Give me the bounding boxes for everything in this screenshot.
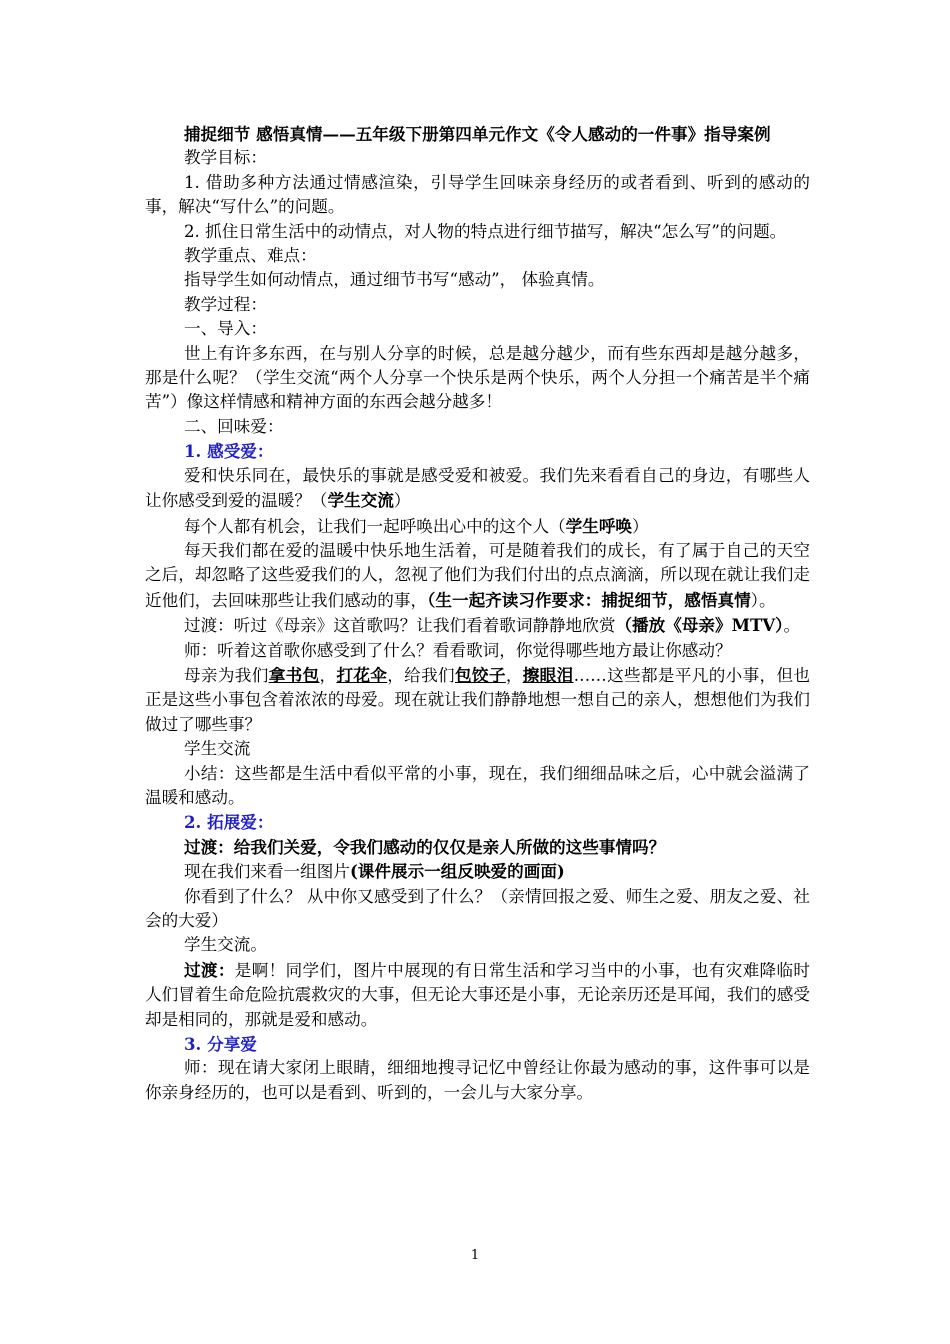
process-heading: 教学过程： [184, 294, 267, 314]
paragraph-3-end: ）。 [750, 590, 776, 610]
goal-1: 1. 借助多种方法通过情感渲染，引导学生回味亲身经历的或者看到、听到的感动的事，解决“写什么”的问题。 [145, 172, 810, 217]
subsection-3-heading: 3. 分享爱 [184, 1034, 257, 1055]
subsection-1-heading: 1. 感受爱： [184, 441, 274, 462]
paragraph-5: 师：听着这首歌你感受到了什么？看看歌词，你觉得哪些地方最让你感动？ [184, 640, 732, 660]
paragraph-6-end: ……这些都是平凡的小事，但也正是这些小事包含着浓浓的母爱。现在就让我们静静地想一想自己的亲人，想想他们为我们做过了哪些事？ [145, 665, 810, 734]
section-1-heading: 一、导入： [184, 319, 267, 339]
paragraph-10-emphasis: (课件展示一组反映爱的画面) [349, 861, 565, 882]
paragraph-12: 学生交流。 [184, 935, 267, 955]
paragraph-4-emphasis: （播放《母亲》MTV） [615, 615, 784, 636]
paragraph-3-text: 每天我们都在爱的温暖中快乐地生活着，可是随着我们的成长，有了属于自己的天空之后，却忽略了这些爱我们的人，忽视了他们为我们付出的点点滴滴，所以现在就让我们走近他们，去回味那些让我们感动的事， [145, 540, 810, 610]
goals-heading: 教学目标： [184, 148, 267, 168]
paragraph-1-text: 爱和快乐同在，最快乐的事就是感受爱和被爱。我们先来看看自己的身边，有哪些人让你感受到爱的温暖？（ [145, 465, 810, 511]
paragraph-1 [145, 464, 810, 514]
key-text: 指导学生如何动情点，通过细节书写“感动”， 体验真情。 [184, 270, 605, 290]
paragraph-6 [145, 663, 810, 737]
paragraph-6-sep-2: ，给我们 [387, 665, 455, 685]
paragraph-2-end: ） [632, 516, 649, 536]
paragraph-7: 学生交流 [184, 739, 251, 759]
paragraph-4-text: 过渡：听过《母亲》这首歌吗？让我们看着歌词静静地欣赏 [184, 616, 616, 636]
paragraph-1-emphasis: 学生交流 [327, 490, 394, 511]
section-2-heading: 二、回味爱： [184, 416, 284, 436]
paragraph-11: 你看到了什么？ 从中你又感受到了什么？（亲情回报之爱、师生之爱、朋友之爱、社会的大爱） [145, 886, 810, 930]
page-number: 1 [470, 1248, 480, 1263]
goal-2: 2. 抓住日常生活中的动情点，对人物的特点进行细节描写，解决“怎么写”的问题。 [184, 221, 787, 241]
paragraph-3-emphasis: （生一起齐读习作要求：捕捉细节，感悟真情 [427, 589, 751, 610]
paragraph-6-sep-1: ， [319, 665, 337, 685]
paragraph-1-end: ） [393, 491, 411, 511]
paragraph-13 [145, 958, 810, 1032]
paragraph-2 [145, 514, 810, 539]
key-heading: 教学重点、难点： [184, 246, 317, 266]
document-body [145, 122, 810, 1105]
section-1-text: 世上有许多东西，在与别人分享的时候，总是越分越少，而有些东西却是越分越多，那是什么呢？（学生交流“两个人分享一个快乐是两个快乐，两个人分担一个痛苦是半个痛苦”）像这样情感和精神方面的东西会越分越多！ [145, 343, 810, 412]
detail-underlined-3: 包饺子 [455, 664, 506, 685]
detail-underlined-1: 拿书包 [268, 664, 320, 685]
subsection-2-heading: 2. 拓展爱： [184, 812, 274, 833]
detail-underlined-4: 擦眼泪 [522, 664, 574, 685]
paragraph-6-text: 母亲为我们 [184, 665, 269, 685]
paragraph-2-text: 每个人都有机会，让我们一起呼唤出心中的这个人（ [184, 516, 566, 536]
paragraph-6-sep-3: ， [505, 665, 523, 685]
paragraph-13-label: 过渡： [184, 959, 235, 980]
paragraph-3 [145, 539, 810, 613]
paragraph-2-emphasis: 学生呼唤 [565, 515, 633, 536]
paragraph-9: 过渡：给我们关爱，令我们感动的仅仅是亲人所做的这些事情吗？ [184, 836, 666, 857]
paragraph-8: 小结：这些都是生活中看似平常的小事，现在，我们细细品味之后，心中就会溢满了温暖和感动。 [145, 763, 810, 807]
paragraph-4 [145, 613, 810, 638]
paragraph-4-end: 。 [783, 616, 801, 636]
detail-underlined-2: 打花伞 [336, 664, 388, 685]
paragraph-13-text: 是啊！同学们，图片中展现的有日常生活和学习当中的小事，也有灾难降临时人们冒着生命危险抗震救灾的大事，但无论大事还是小事，无论亲历还是耳闻，我们的感受却是相同的，那就是爱和感动。 [145, 960, 811, 1029]
paragraph-10-text: 现在我们来看一组图片 [184, 862, 350, 882]
paragraph-14: 师：现在请大家闭上眼睛，细细地搜寻记忆中曾经让你最为感动的事，这件事可以是你亲身经历的，也可以是看到、听到的，一会儿与大家分享。 [145, 1058, 810, 1102]
document-title: 捕捉细节 感悟真情——五年级下册第四单元作文《令人感动的一件事》指导案例 [184, 124, 771, 144]
paragraph-10 [145, 859, 810, 884]
